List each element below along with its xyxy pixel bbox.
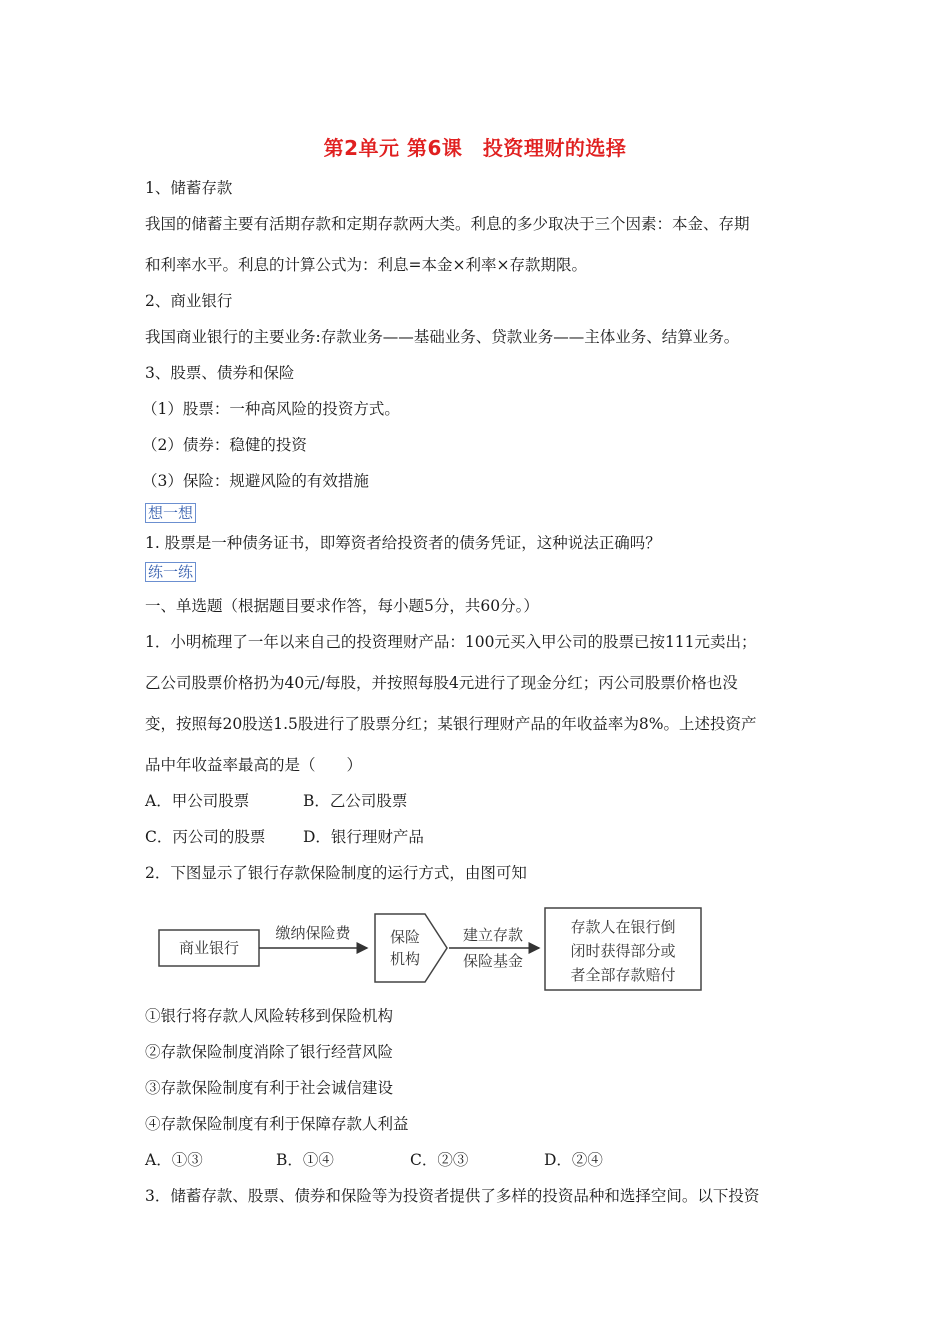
section-3-heading: 3、股票、债券和保险 — [145, 364, 295, 382]
section-2-text: 我国商业银行的主要业务:存款业务——基础业务、贷款业务——主体业务、结算业务。 — [145, 328, 740, 346]
result-label-line-3: 者全部存款赔付 — [570, 966, 676, 984]
bank-label: 商业银行 — [178, 939, 240, 957]
question-2-statement-2: ②存款保险制度消除了银行经营风险 — [145, 1043, 394, 1061]
question-2-option-d: D．②④ — [544, 1151, 603, 1169]
question-1-option-d: D．银行理财产品 — [303, 828, 424, 846]
question-2-statement-4: ④存款保险制度有利于保障存款人利益 — [145, 1115, 409, 1133]
question-2-option-b: B．①④ — [276, 1151, 334, 1169]
deposit-insurance-diagram — [155, 900, 715, 1000]
section-1-heading: 1、储蓄存款 — [145, 179, 233, 197]
section-2-heading: 2、商业银行 — [145, 292, 233, 310]
section-1-text-line-2: 和利率水平。利息的计算公式为：利息=本金×利率×存款期限。 — [145, 256, 587, 274]
arrow-1-label: 缴纳保险费 — [275, 924, 351, 942]
agency-label-line-1: 保险 — [389, 928, 421, 946]
question-2-statement-3: ③存款保险制度有利于社会诚信建设 — [145, 1079, 394, 1097]
arrow-2-label-line-1: 建立存款 — [462, 926, 524, 944]
think-label: 想一想 — [145, 503, 196, 523]
section-3-item-2: （2）债券：稳健的投资 — [142, 436, 307, 454]
practice-label: 练一练 — [145, 562, 196, 582]
question-2-option-a: A．①③ — [145, 1151, 203, 1169]
section-3-item-3: （3）保险：规避风险的有效措施 — [142, 472, 369, 490]
question-1-line-2: 乙公司股票价格扔为40元/每股，并按照每股4元进行了现金分红；丙公司股票价格也没 — [145, 674, 738, 692]
page-title: 第2单元 第6课 投资理财的选择 — [323, 136, 627, 160]
agency-box — [375, 914, 447, 982]
question-1-option-b: B．乙公司股票 — [303, 792, 408, 810]
section-3-item-1: （1）股票：一种高风险的投资方式。 — [142, 400, 400, 418]
question-1-line-1: 1．小明梳理了一年以来自己的投资理财产品：100元买入甲公司的股票已按111元卖出； — [145, 633, 757, 651]
section-1-text-line-1: 我国的储蓄主要有活期存款和定期存款两大类。利息的多少取决于三个因素：本金、存期 — [145, 215, 750, 233]
result-label-line-1: 存款人在银行倒 — [570, 918, 676, 936]
question-1-option-a: A．甲公司股票 — [145, 792, 250, 810]
question-2-stem: 2．下图显示了银行存款保险制度的运行方式，由图可知 — [145, 864, 527, 882]
practice-instructions: 一、单选题（根据题目要求作答，每小题5分，共60分。） — [145, 597, 539, 615]
arrow-2-label-line-2: 保险基金 — [462, 952, 524, 970]
question-3-line-1: 3．储蓄存款、股票、债券和保险等为投资者提供了多样的投资品种和选择空间。以下投资 — [145, 1187, 760, 1205]
question-2-option-c: C．②③ — [410, 1151, 469, 1169]
agency-label-line-2: 机构 — [389, 950, 421, 968]
question-2-statement-1: ①银行将存款人风险转移到保险机构 — [145, 1007, 394, 1025]
think-question-1: 1. 股票是一种债务证书，即筹资者给投资者的债务凭证，这种说法正确吗？ — [145, 534, 661, 552]
question-1-line-4: 品中年收益率最高的是（ ） — [145, 756, 363, 774]
question-1-line-3: 变，按照每20股送1.5股进行了股票分红；某银行理财产品的年收益率为8%。上述投资产 — [145, 715, 757, 733]
question-1-option-c: C．丙公司的股票 — [145, 828, 266, 846]
result-label-line-2: 闭时获得部分或 — [570, 942, 676, 960]
